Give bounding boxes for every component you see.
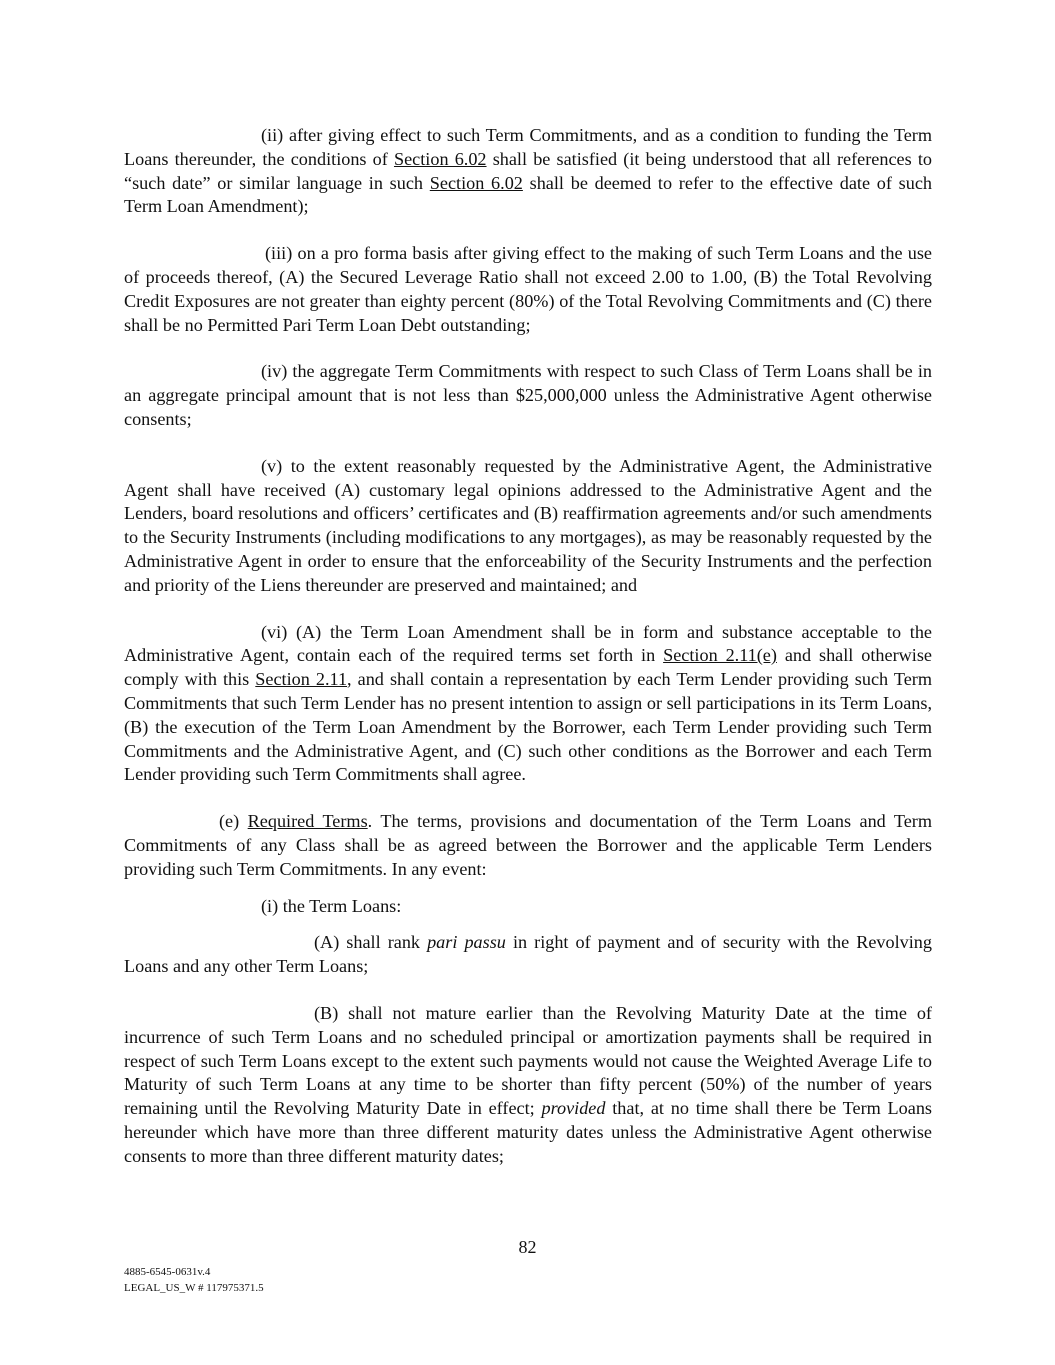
pari-passu-italic: pari passu (427, 932, 506, 953)
section-6-02-reference: Section 6.02 (393, 148, 487, 169)
paragraph-iii-text: (iii) on a pro forma basis after giving effect to the making of such Term Loans and the use of proceeds thereof, (A) the Secured Leverage Ratio shall not exceed 2.00 to 1.00, (B) the Total Revolving Credit Exposures are not greater than eighty percent (80%) of the Total Revolving Commitments and (C) there shall be no Permitted Pari Term Loan Debt outstanding; (124, 243, 932, 335)
paragraph-e-label: (e) (219, 811, 248, 832)
paragraph-v (124, 455, 932, 598)
paragraph-ii-text-2: shall be satisfied (it being understood that all references to “such date” or similar language in such (124, 148, 932, 193)
paragraph-B-text-1: (B) shall not mature earlier than the Revolving Maturity Date at the time of incurrence of such Term Loans and no scheduled principal or amortization payments shall be required in respect of such Term Loans except to the extent such payments would not cause the Weighted Average Life to Maturity of such Term Loans at any time to be shorter than fifty percent (50%) of the number of years remaining until the Revolving Maturity Date in effect; (124, 1002, 932, 1119)
paragraph-vi-text-1: (vi) (A) the Term Loan Amendment shall be in form and substance acceptable to the Administrative Agent, contain each of the required terms set forth in (124, 621, 932, 666)
paragraph-iii (124, 242, 932, 337)
provided-italic: provided (541, 1098, 606, 1119)
paragraph-A-text-2: in right of payment and of security with the Revolving Loans and any other Term Loans; (124, 932, 932, 977)
required-terms-heading: Required Terms (247, 811, 368, 832)
paragraph-iv-text: (iv) the aggregate Term Commitments with respect to such Class of Term Loans shall be in an aggregate principal amount that is not less than $25,000,000 unless the Administrative Agent otherwise consents; (124, 361, 932, 429)
document-footer (124, 1264, 264, 1296)
paragraph-iv (124, 360, 932, 431)
paragraph-B-text-2: that, at no time shall there be Term Loans hereunder which have more than three different maturity dates unless the Administrative Agent otherwise consents to more than three different maturity dates; (124, 1098, 932, 1166)
paragraph-A (124, 931, 932, 979)
paragraph-v-text: (v) to the extent reasonably requested by the Administrative Agent, the Administrative Agent shall have received (A) customary legal opinions addressed to the Administrative Agent and the Lenders, board resolutions and officers’ certificates and (B) reaffirmation agreements and/or such amendments to the Security Instruments (including modifications to any mortgages), as may be reasonably requested by the Administrative Agent in order to ensure that the enforceability of the Security Instruments and the perfection and priority of the Liens thereunder are preserved and maintained; and (124, 455, 932, 595)
section-2-11-reference: Section 2.11 (255, 669, 348, 690)
paragraph-vi (124, 621, 932, 788)
paragraph-B (124, 1002, 932, 1169)
paragraph-vi-text-3: , and shall contain a representation by each Term Lender providing such Term Commitments that such Term Lender has no present intention to assign or sell participations in its Term Loans, (B) the execution of the Term Loan Amendment by the Borrower, each Term Lender providing such Term Commitments and the Administrative Agent, and (C) such other conditions as the Borrower and each Term Lender providing such Term Commitments shall agree. (124, 669, 932, 785)
section-2-11-e-reference: Section 2.11(e) (663, 645, 777, 666)
paragraph-ii (124, 124, 932, 219)
paragraph-i-text: (i) the Term Loans: (261, 895, 402, 916)
paragraph-e-required-terms (124, 810, 932, 881)
paragraph-i (124, 895, 932, 919)
paragraph-A-text-1: (A) shall rank (314, 932, 428, 953)
paragraph-e-text: . The terms, provisions and documentation of the Term Loans and Term Commitments of any Class shall be as agreed between the Borrower and the applicable Term Lenders providing such Term Commitments. In any event: (124, 811, 933, 879)
section-6-02-reference-2: Section 6.02 (429, 172, 523, 193)
paragraph-ii-text-1: (ii) after giving effect to such Term Commitments, and as a condition to funding the Term Loans thereunder, the conditions of (124, 125, 932, 169)
paragraph-vi-text-2: and shall otherwise comply with this (124, 645, 932, 690)
paragraph-ii-text-3: shall be deemed to refer to the effective date of such Term Loan Amendment); (124, 172, 932, 217)
page-number: 82 (518, 1237, 537, 1257)
document-id-line: 4885-6545-0631v.4 (124, 1266, 211, 1278)
legal-id-line: LEGAL_US_W # 117975371.5 (124, 1282, 264, 1294)
document-body (124, 124, 932, 1168)
